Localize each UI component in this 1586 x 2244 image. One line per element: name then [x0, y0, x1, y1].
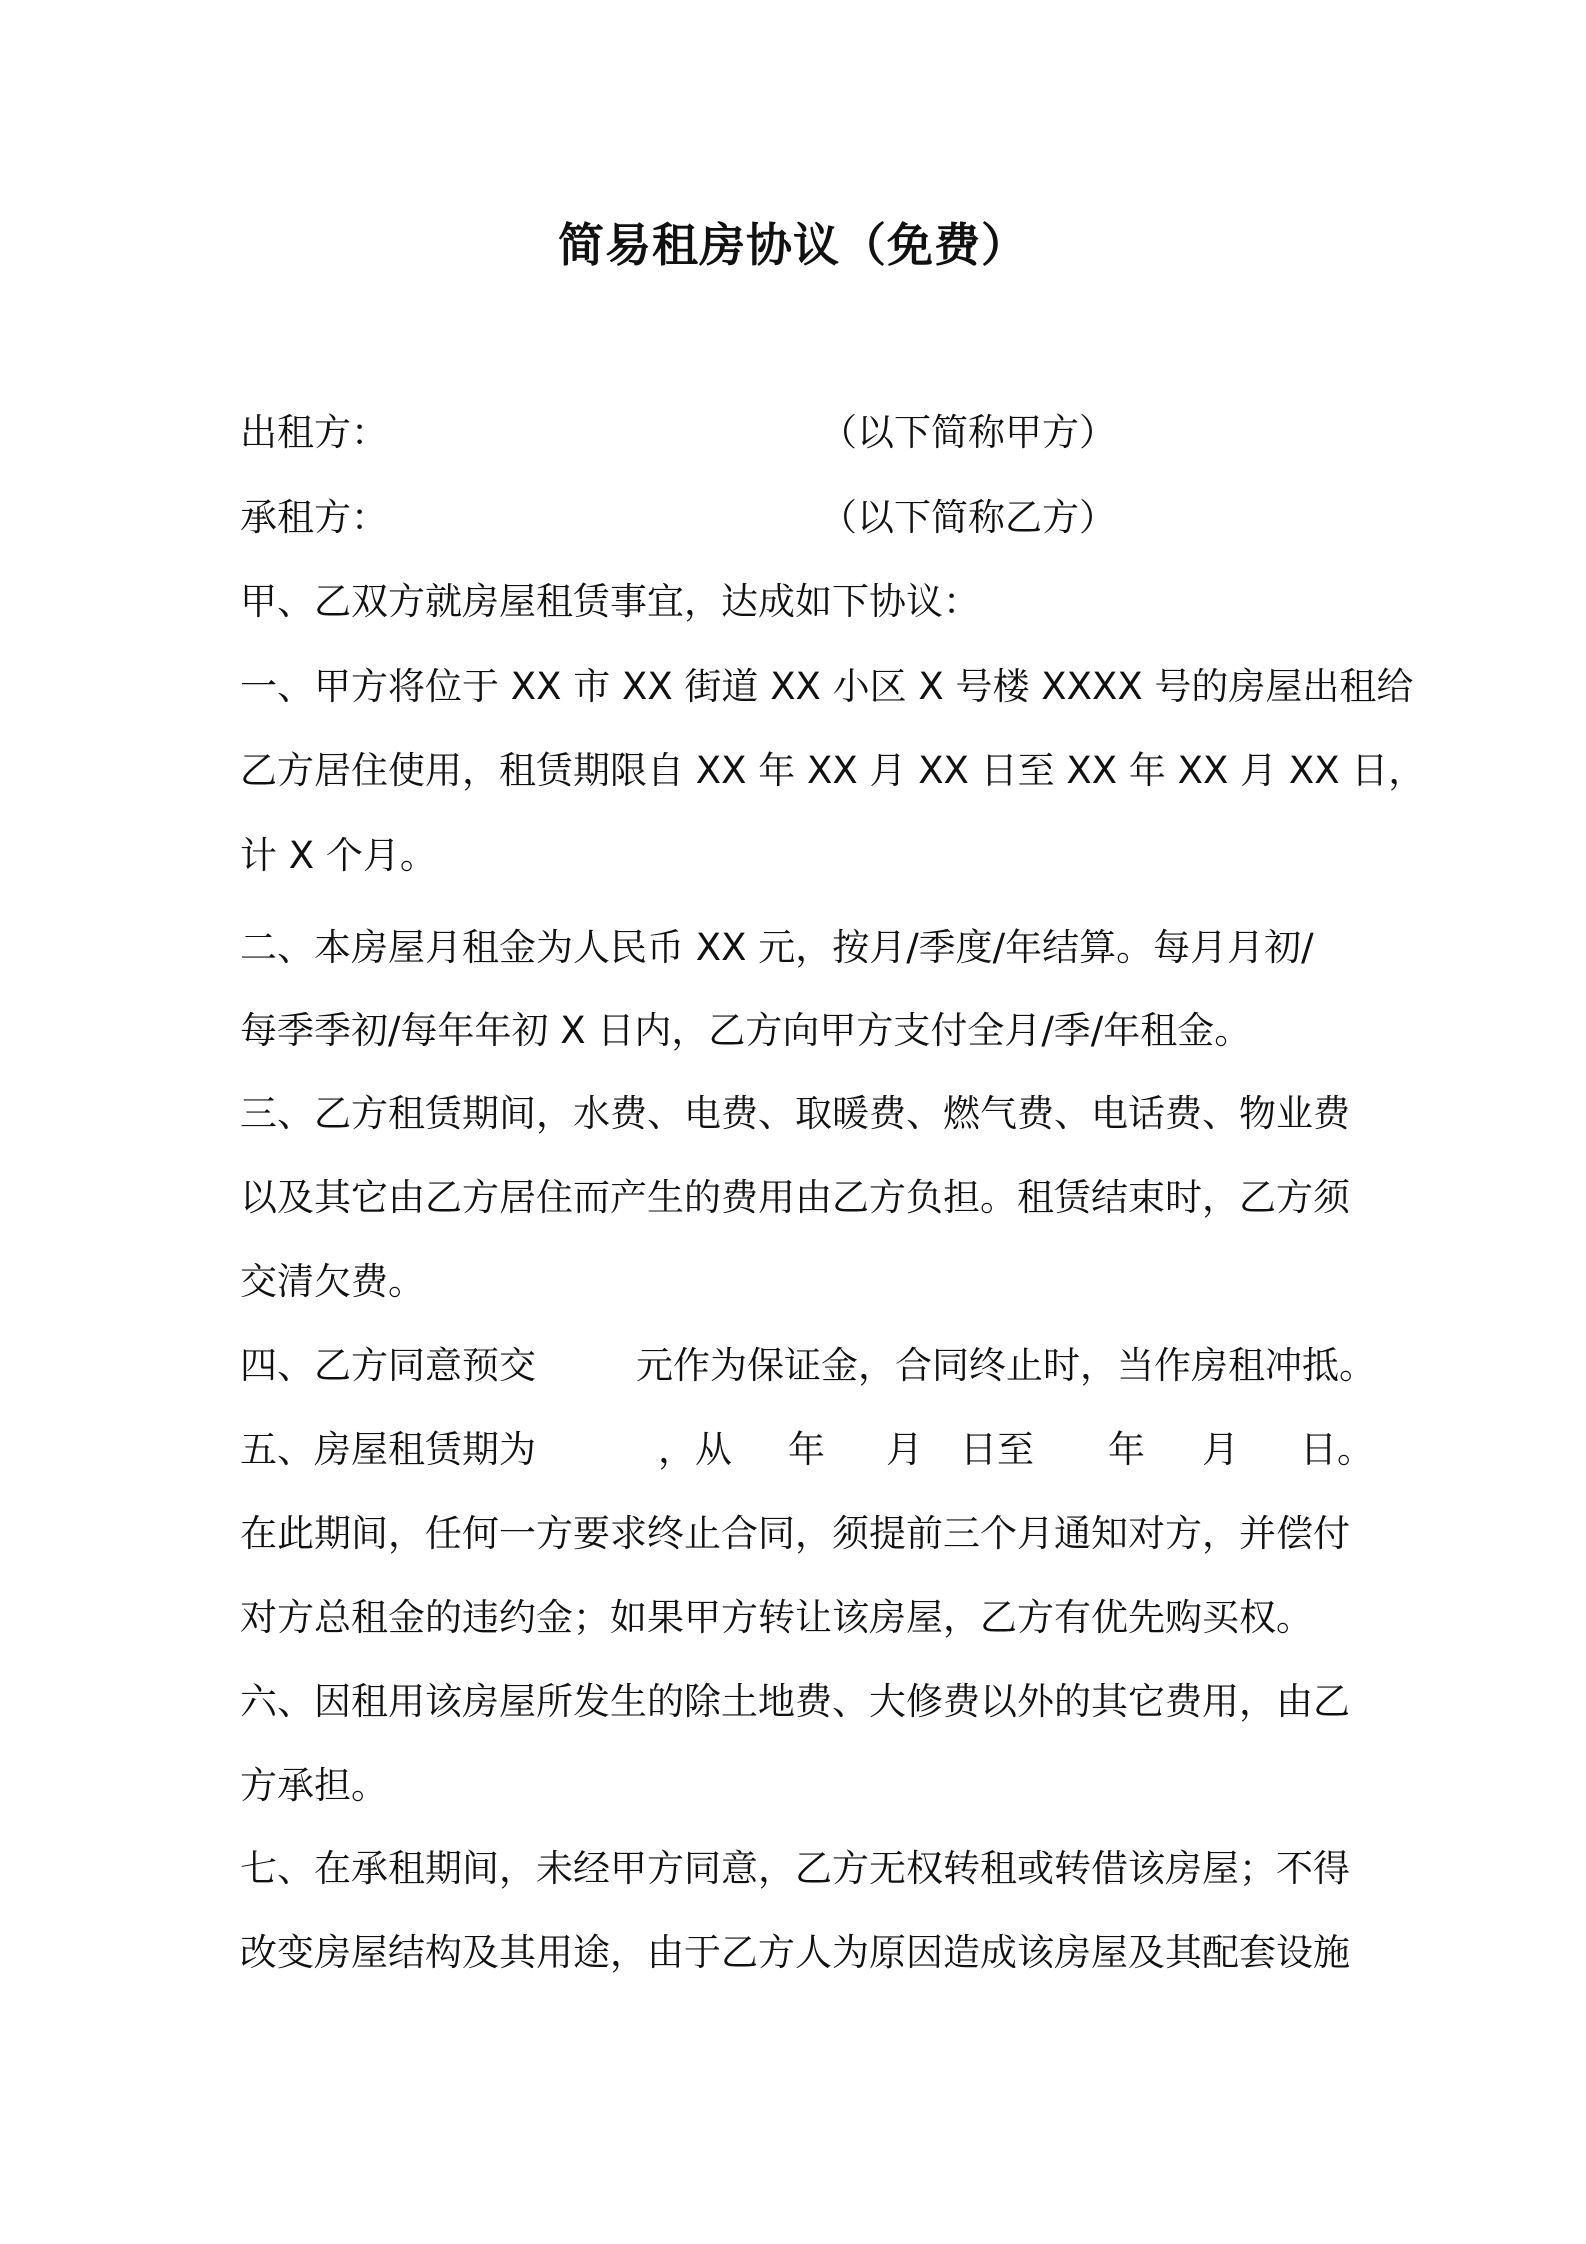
- lessee-label: 承租方：: [240, 496, 388, 539]
- lessor-label: 出租方：: [240, 411, 388, 454]
- intro-line: 甲、乙双方就房屋租赁事宜，达成如下协议：: [240, 580, 980, 623]
- clause-2-line-2: 每季季初/每年年初 X 日内，乙方向甲方支付全月/季/年租金。: [240, 1009, 1252, 1052]
- clause-5-seg-1: 五、房屋租赁期为: [240, 1428, 536, 1471]
- clause-6-line-1: 六、因租用该房屋所发生的除土地费、大修费以外的其它费用，由乙: [240, 1680, 1350, 1723]
- clause-3-line-1: 三、乙方租赁期间，水费、电费、取暖费、燃气费、电话费、物业费: [240, 1092, 1350, 1135]
- lessee-line: [240, 490, 1360, 546]
- clause-5-seg-5: 日至: [960, 1428, 1034, 1471]
- clause-3-line-3: 交清欠费。: [240, 1260, 425, 1303]
- clause-1-line-1: 一、甲方将位于 XX 市 XX 街道 XX 小区 X 号楼 XXXX 号的房屋出租给: [240, 665, 1414, 708]
- clause-5-seg-3: 年: [788, 1428, 825, 1471]
- clause-7-line-1: 七、在承租期间，未经甲方同意，乙方无权转租或转借该房屋；不得: [240, 1847, 1350, 1890]
- document-title: 简易租房协议（免费）: [558, 218, 1028, 272]
- clause-5-seg-7: 月: [1202, 1428, 1239, 1471]
- clause-5-line-3: 对方总租金的违约金；如果甲方转让该房屋，乙方有优先购买权。: [240, 1596, 1313, 1639]
- clause-5-seg-4: 月: [886, 1428, 923, 1471]
- lessor-note: （以下简称甲方）: [820, 411, 1116, 454]
- clause-1-line-3: 计 X 个月。: [240, 834, 437, 877]
- clause-3-line-2: 以及其它由乙方居住而产生的费用由乙方负担。租赁结束时，乙方须: [240, 1176, 1350, 1219]
- clause-5-line-2: 在此期间，任何一方要求终止合同，须提前三个月通知对方，并偿付: [240, 1512, 1350, 1555]
- lessee-note: （以下简称乙方）: [820, 496, 1116, 539]
- clause-5-seg-6: 年: [1108, 1428, 1145, 1471]
- clause-2-line-1: 二、本房屋月租金为人民币 XX 元，按月/季度/年结算。每月月初/: [240, 926, 1314, 969]
- lessor-line: [240, 405, 1360, 461]
- clause-1-line-2: 乙方居住使用，租赁期限自 XX 年 XX 月 XX 日至 XX 年 XX 月 XX 日，: [240, 749, 1426, 792]
- clause-7-line-2: 改变房屋结构及其用途，由于乙方人为原因造成该房屋及其配套设施: [240, 1931, 1350, 1974]
- clause-5-seg-8: 日。: [1300, 1428, 1374, 1471]
- clause-6-line-2: 方承担。: [240, 1764, 388, 1807]
- clause-4-part-b: 元作为保证金，合同终止时，当作房租冲抵。: [636, 1344, 1376, 1387]
- clause-5-seg-2: ，从: [658, 1428, 732, 1471]
- clause-4-part-a: 四、乙方同意预交: [240, 1344, 536, 1387]
